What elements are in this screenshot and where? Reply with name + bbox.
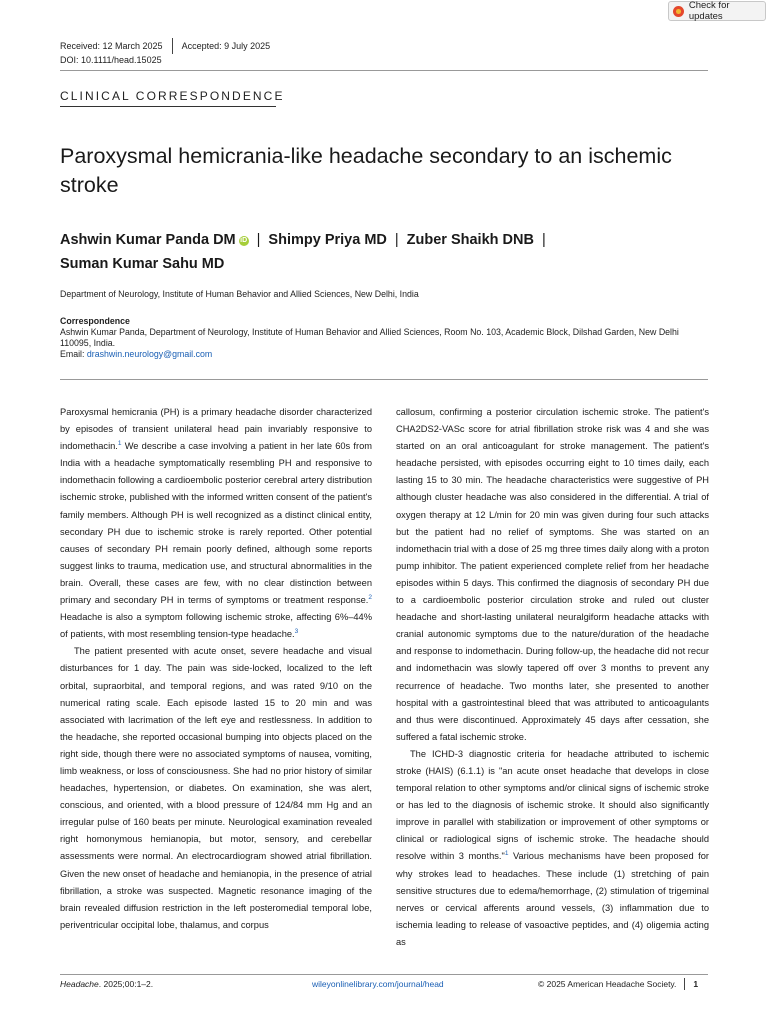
body-text: The ICHD-3 diagnostic criteria for headache attributed to ischemic stroke (HAIS) (6.1.1) is "an acute onset headache that develops in close temporal relation to other symptoms and/or clinical signs of ischemic stroke or has led to the diagnosis of ischemic stroke. It should also significantly improve in parallel with stabilization or improvement of other symptoms or clinical or radiological signs of ischemic stroke. The headache should resolve within 3 months.": [396, 748, 709, 862]
author-name[interactable]: Ashwin Kumar Panda DM: [60, 232, 236, 248]
journal-name: Headache: [60, 979, 99, 989]
body-text: Various mechanisms have been proposed for why strokes lead to headaches. These include (1) stretching of pain sensitive structures due to edema/hemorrhage, (2) stimulation of trigeminal nerves or cervical afferents around vessels, (3) inflammation due to ischemia leading to release of vasoactive peptides, and (4) oligemia acting as: [396, 851, 709, 947]
affiliation: Department of Neurology, Institute of Human Behavior and Allied Sciences, New Delhi, India: [60, 289, 419, 299]
email-link[interactable]: drashwin.neurology@gmail.com: [86, 349, 213, 359]
footer-rule: [60, 974, 708, 975]
email-label: Email:: [60, 349, 87, 359]
page-footer: [60, 979, 710, 989]
reference-link[interactable]: 3: [294, 628, 299, 636]
correspondence-block: [60, 316, 710, 360]
body-text: Paroxysmal hemicrania (PH) is a primary headache disorder characterized by episodes of transient unilateral head pain invariably responsive to indomethacin.: [60, 407, 372, 452]
footer-divider: [684, 978, 685, 990]
body-text: We describe a case involving a patient in her late 60s from India with a headache symptomatically resembling PH and responsive to indomethacin following a cardioembolic posterior cerebral artery distribution ischemic stroke, published with the informed written consent of the patient's family members. Although PH is well recognized as a distinct clinical entity, secondary PH due to ischemic stroke is rarely reported. Other potential causes of secondary PH remain poorly defined, although some reports suggest links to trauma, medication use, and structural abnormalities in the brain. Overall, these cases are few, with no clear distinction between primary and secondary PH in terms of symptoms or treatment response.: [60, 441, 372, 606]
citation-text: . 2025;00:1–2.: [98, 979, 154, 989]
article-title: Paroxysmal hemicrania-like headache secondary to an ischemic stroke: [60, 144, 672, 197]
check-for-updates-label: Check for updates: [688, 0, 730, 22]
author-divider: |: [541, 232, 546, 248]
body-paragraph: [60, 404, 372, 643]
author-divider: |: [394, 232, 399, 248]
journal-url-link[interactable]: wileyonlinelibrary.com/journal/head: [312, 979, 444, 989]
section-rule: [60, 106, 276, 107]
body-text: Headache is also a symptom following ischemic stroke, affecting 6%–44% of patients, with most resembling tension-type headache.: [60, 612, 372, 640]
copyright-text: © 2025 American Headache Society.: [538, 979, 677, 989]
correspondence-address: Ashwin Kumar Panda, Department of Neurology, Institute of Human Behavior and Allied Sciences, Room No. 103, Academic Block, Dilshad Garden, New Delhi 110095, India.: [60, 327, 679, 348]
accepted-date: Accepted: 9 July 2025: [181, 41, 271, 51]
correspondence-email-line: [60, 349, 710, 360]
crossmark-icon: [673, 6, 684, 17]
author-list: [60, 228, 700, 276]
body-column-left: [60, 404, 372, 934]
footer-citation: [60, 979, 153, 989]
author-divider: |: [256, 232, 261, 248]
reference-link[interactable]: 1: [504, 850, 509, 858]
reference-link[interactable]: 1: [117, 440, 122, 448]
correspondence-heading: Correspondence: [60, 316, 130, 326]
author-name[interactable]: Shimpy Priya MD: [268, 232, 387, 248]
body-paragraph: callosum, confirming a posterior circulation ischemic stroke. The patient's CHA2DS2-VASc score for atrial fibrillation stroke risk was 4 and she was started on an oral anticoagulant for stroke management. The patient's headache persisted, with episodes occurring eight to 10 times daily, each lasting 15 to 30 min. The headache characteristics were suggestive of PH although cluster headache was also considered in the differential. A trial of oxygen therapy at 12 L/min for 20 min was given during four such attacks but the patient had no relief of symptoms. She was started on an indomethacin trial with a dose of 25 mg three times daily along with a proton pump inhibitor. The patient experienced complete relief from her headache episodes within 5 days. This confirmed the diagnosis of secondary PH due to a cardioembolic posterior circulation stroke and ruled out cluster headache and short-lasting unilateral neuralgiform headache attacks with cranial autonomic symptoms due to the nature/duration of the headache and response to indomethacin. During follow-up, the headache did not recur and indomethacin was slowly tapered off over 3 months to prevent any recurrence of headache. Two months later, she presented to another hospital with a gastrointestinal bleed that was attributed to anticoagulants and thus were discontinued. Approximately 45 days after cessation, she suffered a fatal ischemic stroke.: [396, 407, 709, 742]
doi: DOI: 10.1111/head.15025: [60, 55, 162, 65]
correspondence-rule: [60, 379, 708, 380]
body-column-right: [396, 404, 709, 951]
body-paragraph: The patient presented with acute onset, severe headache and visual disturbances for 1 day. The pain was side-locked, localized to the left orbital, supraorbital, and temporal regions, and was rated 9/10 on the numerical rating scale. Each episode lasted 15 to 20 min and was associated with lacrimation of the left eye and restlessness. In addition to the headache, she reported occasional bumping into objects placed on the right side, though there were no associated symptoms of nausea, vomiting, limb weakness, or loss of consciousness. She had no prior history of similar headaches, hypertension, or diabetes. On examination, she was alert, conscious, and oriented, with a blood pressure of 124/84 mm Hg and an irregular pulse of 160 beats per minute. Neurological examination revealed right homonymous hemianopia, but motor, sensory, and cerebellar assessments were normal. An electrocardiogram showed atrial fibrillation. Given the new onset of headache and hemianopia, in the presence of atrial fibrillation, a stroke was suspected. Magnetic resonance imaging of the brain revealed diffusion restriction in the left posteromedial temporal lobe, periventricular occipital lobe, thalamus, and corpus: [60, 646, 372, 930]
received-date: Received: 12 March 2025: [60, 41, 163, 51]
check-for-updates-badge[interactable]: [668, 1, 766, 21]
footer-copyright-group: [538, 978, 698, 990]
reference-link[interactable]: 2: [368, 593, 372, 601]
orcid-icon[interactable]: iD: [240, 237, 248, 244]
article-dates: [60, 38, 270, 54]
page-number: 1: [693, 979, 699, 989]
date-divider: [172, 38, 173, 54]
body-paragraph: [396, 746, 709, 951]
section-label: CLINICAL CORRESPONDENCE: [60, 89, 285, 103]
author-name[interactable]: Suman Kumar Sahu MD: [60, 256, 225, 272]
author-name[interactable]: Zuber Shaikh DNB: [406, 232, 534, 248]
header-rule: [60, 70, 708, 71]
